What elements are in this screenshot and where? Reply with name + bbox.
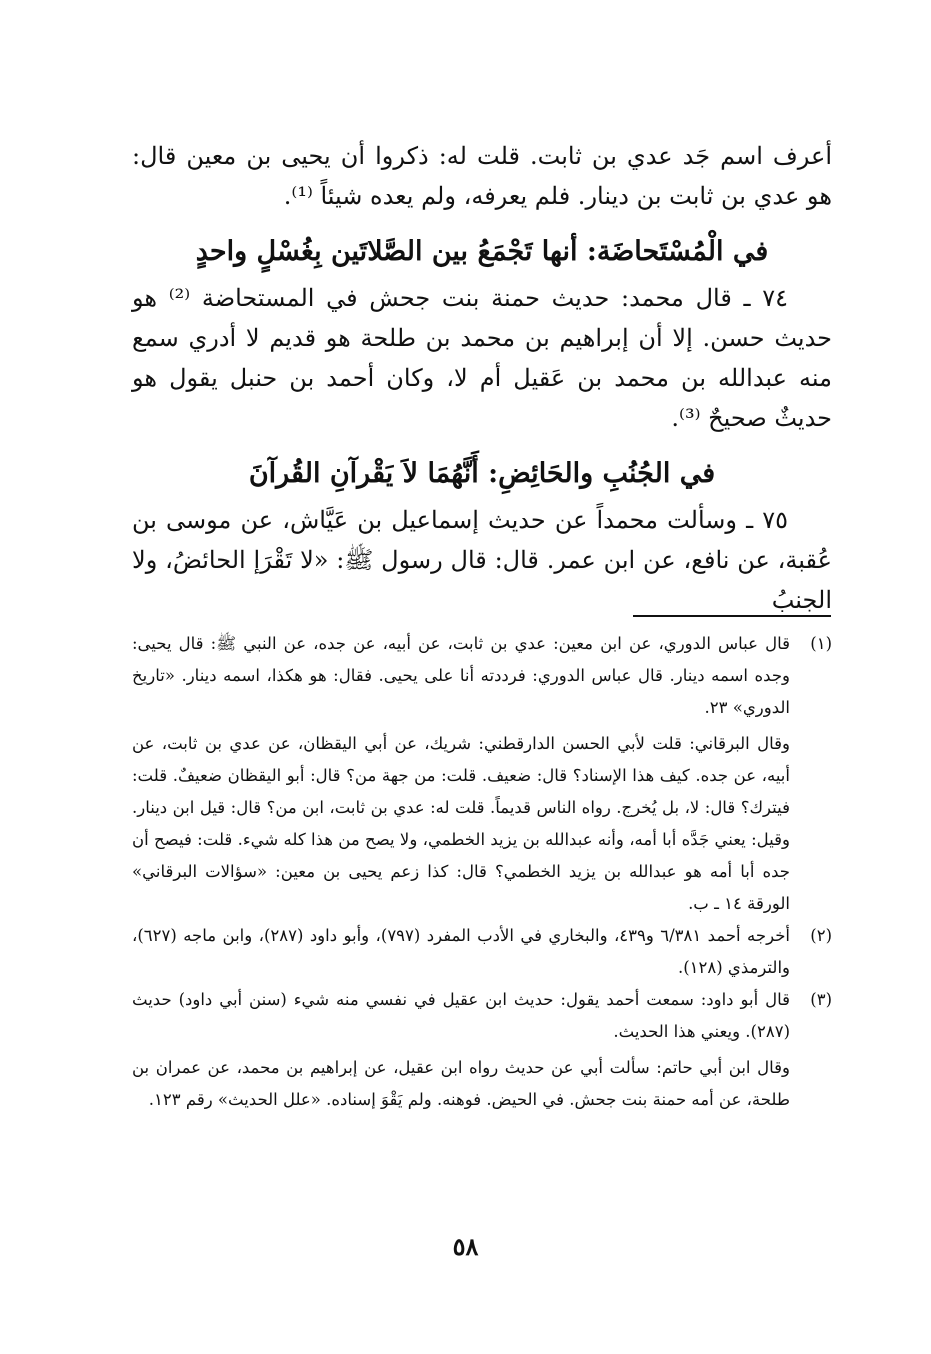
- paragraph: أعرف اسم جَد عدي بن ثابت. قلت له: ذكروا أن يحيى بن معين قال: هو عدي بن ثابت بن دينار. فلم يعرفه، ولم يعده شيئاً ⁽¹⁾.: [132, 142, 833, 210]
- footnote-text: قال عباس الدوري، عن ابن معين: عدي بن ثابت، عن أبيه، عن جده، عن النبي ﷺ: قال يحيى: وجده اسمه دينار. قال عباس الدوري: فرددته أنا على يحيى. فقال: هو هكذا، اسمه دينار. «تاريخ الدوري» ٢٣.: [132, 634, 790, 717]
- footnotes: [132, 628, 832, 1116]
- footnote-continuation: وقال البرقاني: قلت لأبي الحسن الدارقطني: شريك، عن أبي اليقظان، عن عدي بن ثابت، عن أبيه، عن جده. كيف هذا الإسناد؟ قال: ضعيف. قلت: من جهة من؟ قال: أبو اليقظان ضعيفٌ. قلت: فيترك؟ قال: لا، بل يُخرج. رواه الناس قديماً. قلت له: عدي بن ثابت، ابن من؟ قال: قيل ابن دينار. وقيل: يعني جَدَّه أبا أمه، وأنه عبدالله بن يزيد الخطمي، ولا يصح من هذا كله شيء. قلت: فيصح أن جده أبا أمه هو عبدالله بن يزيد الخطمي؟ قال: كذا زعم يحيى بن معين: «سؤالات البرقاني» الورقة ١٤ ـ ب.: [132, 734, 790, 913]
- footnote-continuation: وقال ابن أبي حاتم: سألت أبي عن حديث رواه ابن عقيل، عن إبراهيم بن محمد، عن عمران بن طلحة، عن أمه حمنة بنت جحش. في الحيض. فوهنه. ولم يَقْوَ إسناده. «علل الحديث» رقم ١٢٣.: [132, 1058, 790, 1109]
- footnote-3: [132, 984, 832, 1048]
- page-number: ٥٨: [452, 1232, 479, 1261]
- footnote-number: (١): [810, 634, 832, 653]
- footnote-number: (٣): [810, 990, 832, 1009]
- footnote-text: أخرجه أحمد ٦/٣٨١ و٤٣٩، والبخاري في الأدب المفرد (٧٩٧)، وأبو داود (٢٨٧)، وابن ماجه (٦٢٧)، والترمذي (١٢٨).: [132, 926, 790, 977]
- footnote-separator: [633, 615, 831, 617]
- section-heading: في الجُنُبِ والحَائِضِ: أَنَّهُمَا لاَ يَقْرآنِ القُرآنَ: [248, 458, 716, 489]
- paragraph: ٧٥ ـ وسألت محمداً عن حديث إسماعيل بن عَيَّاش، عن موسى بن عُقبة، عن نافع، عن ابن عمر. قال: قال رسول ﷺ: «لا تَقْرَإ الحائضُ، ولا الجنبُ: [132, 506, 832, 614]
- section-heading: في الْمُسْتَحاضَة: أنها تَجْمَعُ بين الصَّلاتَين بِغُسْلٍ واحدٍ: [195, 236, 769, 267]
- footnote-1: [132, 628, 832, 724]
- footnote-2: [132, 920, 832, 984]
- paragraph: ٧٤ ـ قال محمد: حديث حمنة بنت جحش في المستحاضة ⁽²⁾ هو حديث حسن. إلا أن إبراهيم بن محمد بن طلحة هو قديم لا أدري سمع منه عبدالله بن محمد بن عَقيل أم لا، وكان أحمد بن حنبل يقول هو حديثٌ صحيحٌ ⁽³⁾.: [132, 284, 832, 432]
- footnote-number: (٢): [810, 926, 832, 945]
- main-text: [132, 136, 832, 620]
- footnote-text: قال أبو داود: سمعت أحمد يقول: حديث ابن عقيل في نفسي منه شيء (سنن أبي داود) حديث (٢٨٧). ويعني هذا الحديث.: [132, 990, 790, 1041]
